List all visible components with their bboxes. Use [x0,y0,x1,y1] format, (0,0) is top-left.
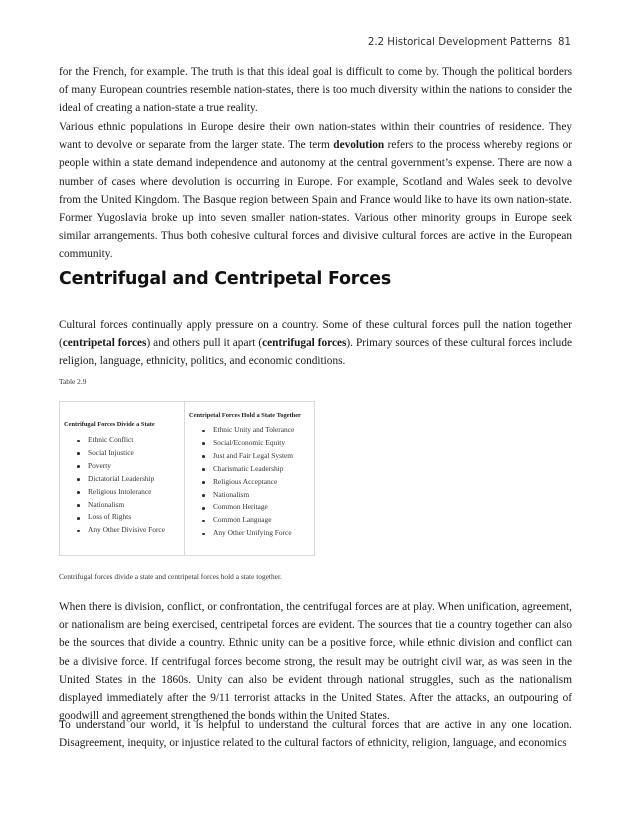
cultural-forces-text-middle: ) and others pull it apart ( [146,337,263,350]
term-devolution: devolution [333,139,385,152]
list-item: Loss of Rights [88,511,184,524]
list-item: Dictatorial Leadership [88,473,184,486]
list-item: Social/Economic Equity [213,437,314,450]
table-label: Table 2.9 [59,377,87,386]
list-item: Religious Acceptance [213,476,314,489]
list-item: Religious Intolerance [88,486,184,499]
centripetal-forces-list [189,424,314,540]
list-item: Social Injustice [88,447,184,460]
list-item: Ethnic Unity and Tolerance [213,424,314,437]
term-centrifugal-forces: centrifugal forces [262,337,347,350]
cultural-forces-text-after: ). Primary sources of these cultural forces include religion, language, ethnicity, politics, and economic conditions. [59,337,572,368]
page-number: 81 [558,37,571,48]
cultural-forces-text-before: Cultural forces continually apply pressure on a country. Some of these cultural forces pull the nation together ( [59,319,572,350]
paragraph-nation-state-ideal: for the French, for example. The truth is that this ideal goal is difficult to come by. Though the political borders of many European countries resemble nation-states, there is too much diversity within the nations to consider the ideal of creating a nation-state a true reality. [59,66,572,115]
section-heading: Centrifugal and Centripetal Forces [59,269,392,289]
centrifugal-forces-list [64,434,184,537]
running-header [368,37,571,48]
list-item: Charismatic Leadership [213,463,314,476]
running-header-section: 2.2 Historical Development Patterns [367,37,553,48]
paragraph-understanding-forces: To understand our world, it is helpful to understand the cultural forces that are active in any one location. Disagreement, inequity, or injustice related to the cultural factors of ethnicity, religion, language, and economics [59,719,572,750]
centripetal-column-heading: Centripetal Forces Hold a State Together [189,412,301,419]
paragraph-cultural-forces [59,316,572,371]
list-item: Common Language [213,514,314,527]
list-item: Any Other Divisive Force [88,524,184,537]
term-centripetal-forces: centripetal forces [62,337,147,350]
list-item: Nationalism [88,499,184,512]
devolution-text-before: Various ethnic populations in Europe desire their own nation-states within their countries of residence. They want to devolve or separate from the larger state. The term [59,121,572,152]
forces-table [59,401,315,556]
list-item: Any Other Unifying Force [213,527,314,540]
centrifugal-column-heading: Centrifugal Forces Divide a State [64,421,155,428]
list-item: Just and Fair Legal System [213,450,314,463]
list-item: Poverty [88,460,184,473]
paragraph-division-and-unity: When there is division, conflict, or confrontation, the centrifugal forces are at play. When unification, agreement, or nationalism are being exercised, centripetal forces are evident. The sources that tie a country together can also be the sources that divide a country. Ethnic unity can be a positive force, while ethnic division and conflict can be a divisive force. If centrifugal forces become strong, the result may be outright civil war, as was seen in the United States in the 1860s. Unity can also be evident through national struggles, such as the nationalism displayed immediately after the 9/11 terrorist attacks in the United States. After the attacks, an outpouring of goodwill and agreement strengthened the bonds within the United States. [59,601,572,723]
devolution-text-after: refers to the process whereby regions or people within a state demand independence and autonomy at the central government’s expense. There are now a number of cases where devolution is occurring in Europe. For example, Scotland and Wales seek to devolve from the United Kingdom. The Basque region between Spain and France would like to have its own nation-state. Former Yugoslavia broke up into seven smaller nation-states. Various other minority groups in Europe seek similar arrangements. Thus both cohesive cultural forces and divisive cultural forces are active in the European community. [59,139,573,261]
list-item: Common Heritage [213,501,314,514]
list-item: Ethnic Conflict [88,434,184,447]
centripetal-forces-column [185,402,314,555]
table-caption: Centrifugal forces divide a state and centripetal forces hold a state together. [59,572,282,581]
paragraph-devolution [59,118,572,264]
list-item: Nationalism [213,489,314,502]
centrifugal-forces-column [60,402,185,555]
